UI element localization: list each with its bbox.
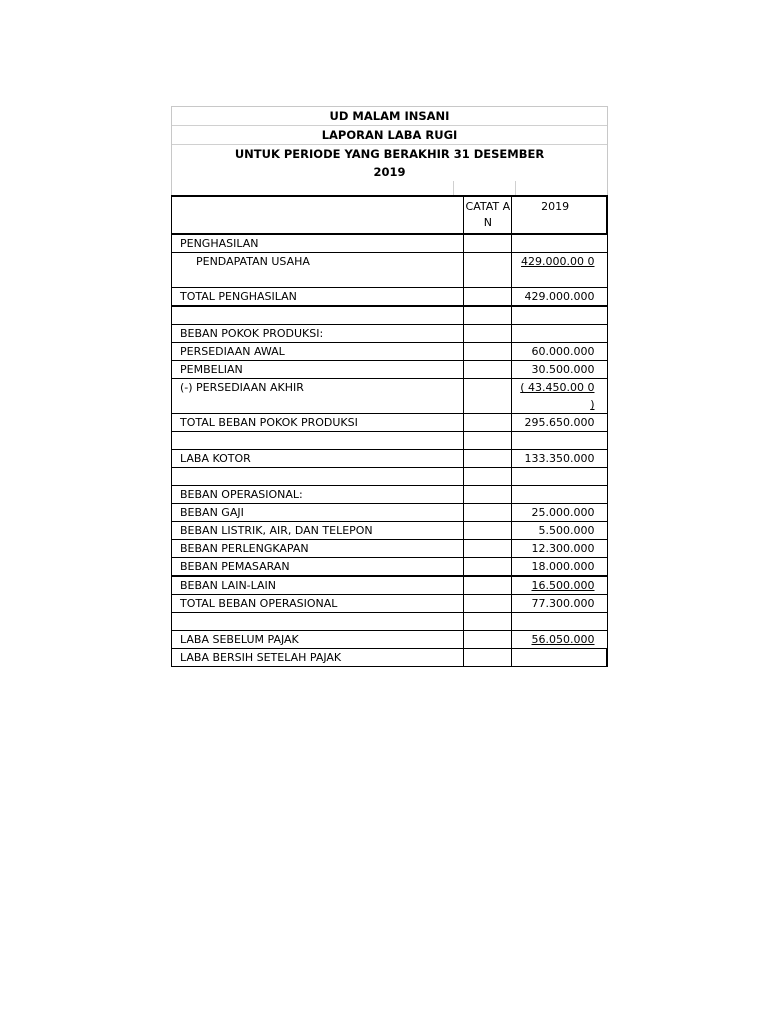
table-row <box>172 486 608 504</box>
row-label: LABA BERSIH SETELAH PAJAK <box>172 649 464 667</box>
row-value: 133.350.000 <box>512 450 607 468</box>
row-label: BEBAN PERLENGKAPAN <box>172 540 464 558</box>
column-header-row <box>172 196 608 234</box>
table-row <box>172 288 608 307</box>
row-note <box>464 558 512 577</box>
table-row <box>172 306 608 325</box>
report-period-line2: 2019 <box>373 165 406 179</box>
table-row <box>172 379 608 414</box>
row-value: 77.300.000 <box>512 595 607 613</box>
table-row <box>172 450 608 468</box>
row-label: TOTAL PENGHASILAN <box>172 288 464 307</box>
row-value <box>512 649 607 667</box>
row-value <box>512 468 607 486</box>
row-label: BEBAN PEMASARAN <box>172 558 464 577</box>
row-value: 56.050.000 <box>512 631 607 649</box>
table-row <box>172 234 608 253</box>
table-row <box>172 432 608 450</box>
row-value: ( 43.450.00 0 ) <box>512 379 607 414</box>
row-value: 429.000.000 <box>512 288 607 307</box>
row-note <box>464 379 512 414</box>
table-row <box>172 468 608 486</box>
row-note <box>464 486 512 504</box>
row-note <box>464 234 512 253</box>
row-note <box>464 432 512 450</box>
table-row <box>172 576 608 595</box>
header-spacer-row <box>171 181 608 195</box>
row-value: 30.500.000 <box>512 361 607 379</box>
income-statement-table <box>171 195 608 667</box>
table-row <box>172 595 608 613</box>
row-label: BEBAN OPERASIONAL: <box>172 486 464 504</box>
row-value: 12.300.000 <box>512 540 607 558</box>
row-note <box>464 414 512 432</box>
row-label <box>172 613 464 631</box>
row-label: BEBAN LISTRIK, AIR, DAN TELEPON <box>172 522 464 540</box>
row-note <box>464 504 512 522</box>
row-note <box>464 522 512 540</box>
table-row <box>172 631 608 649</box>
report-title: LAPORAN LABA RUGI <box>172 126 607 145</box>
row-label: TOTAL BEBAN POKOK PRODUKSI <box>172 414 464 432</box>
row-note <box>464 631 512 649</box>
table-row <box>172 343 608 361</box>
row-label <box>172 306 464 325</box>
row-note <box>464 306 512 325</box>
row-note <box>464 325 512 343</box>
table-row <box>172 325 608 343</box>
label-column-header <box>172 196 464 234</box>
table-row <box>172 558 608 577</box>
row-note <box>464 343 512 361</box>
row-value: 18.000.000 <box>512 558 607 577</box>
row-note <box>464 253 512 288</box>
row-note <box>464 288 512 307</box>
table-row <box>172 253 608 288</box>
row-value <box>512 432 607 450</box>
table-row <box>172 414 608 432</box>
row-note <box>464 540 512 558</box>
row-label: PENGHASILAN <box>172 234 464 253</box>
row-value: 5.500.000 <box>512 522 607 540</box>
company-name: UD MALAM INSANI <box>172 107 607 126</box>
table-row <box>172 649 608 667</box>
row-label <box>172 432 464 450</box>
row-label: TOTAL BEBAN OPERASIONAL <box>172 595 464 613</box>
row-value <box>512 486 607 504</box>
row-label <box>172 468 464 486</box>
row-value <box>512 234 607 253</box>
row-label: PERSEDIAAN AWAL <box>172 343 464 361</box>
row-value <box>512 306 607 325</box>
year-column-header: 2019 <box>512 196 607 234</box>
row-note <box>464 468 512 486</box>
note-column-header: CATAT AN <box>464 196 512 234</box>
row-note <box>464 361 512 379</box>
row-note <box>464 595 512 613</box>
row-value <box>512 325 607 343</box>
row-label: PEMBELIAN <box>172 361 464 379</box>
row-label: (-) PERSEDIAAN AKHIR <box>172 379 464 414</box>
row-value: 295.650.000 <box>512 414 607 432</box>
row-label: LABA SEBELUM PAJAK <box>172 631 464 649</box>
row-note <box>464 450 512 468</box>
row-label: BEBAN GAJI <box>172 504 464 522</box>
row-label: PENDAPATAN USAHA <box>172 253 464 288</box>
row-value <box>512 613 607 631</box>
row-value: 16.500.000 <box>512 576 607 595</box>
row-value: 60.000.000 <box>512 343 607 361</box>
row-note <box>464 613 512 631</box>
table-row <box>172 613 608 631</box>
table-row <box>172 540 608 558</box>
row-value: 25.000.000 <box>512 504 607 522</box>
row-note <box>464 649 512 667</box>
row-note <box>464 576 512 595</box>
report-period <box>172 145 607 181</box>
table-row <box>172 522 608 540</box>
row-label: BEBAN LAIN-LAIN <box>172 576 464 595</box>
row-value: 429.000.00 0 <box>512 253 607 288</box>
table-row <box>172 361 608 379</box>
report-header <box>171 106 608 181</box>
income-statement-sheet <box>171 106 608 667</box>
report-period-line1: UNTUK PERIODE YANG BERAKHIR 31 DESEMBER <box>234 147 545 161</box>
row-label: LABA KOTOR <box>172 450 464 468</box>
row-label: BEBAN POKOK PRODUKSI: <box>172 325 464 343</box>
table-row <box>172 504 608 522</box>
